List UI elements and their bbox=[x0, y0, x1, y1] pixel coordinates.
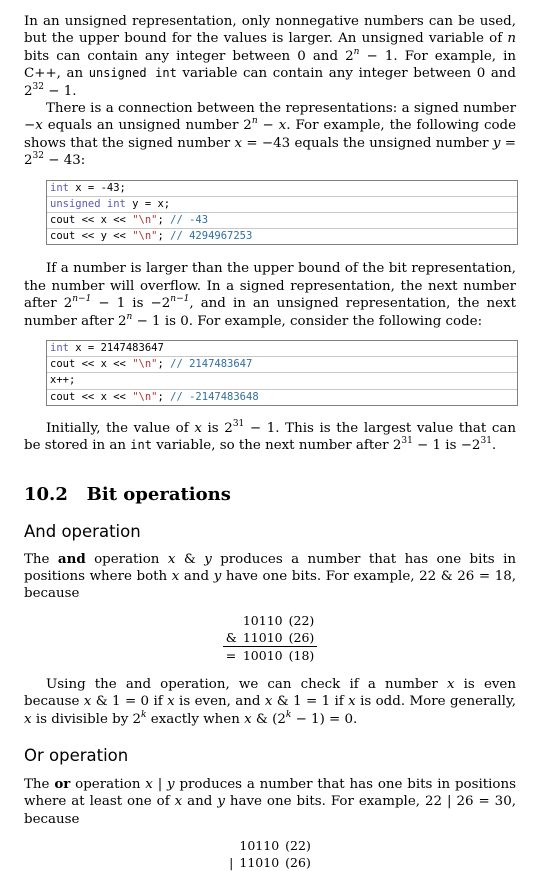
paragraph-largest-int: Initially, the value of x is $2^{31} - 1$. This is the largest value that can be stored in an int variable, so the next number after $2^{31} - 1$ is $-2^{31}$. bbox=[24, 418, 517, 454]
table-row: | 11010 (26) bbox=[229, 855, 311, 871]
code-line: x++; bbox=[47, 373, 517, 389]
subsection-heading-or: Or operation bbox=[24, 746, 129, 766]
document-page bbox=[24, 0, 516, 871]
code-block-overflow bbox=[46, 340, 518, 406]
paragraph-or-operation: The or operation x | y produces a number that has one bits in positions where at least one of x and y have one bits. For example, 22 | 26 = 30, because bbox=[24, 776, 516, 827]
code-line: unsigned int y = x; bbox=[47, 197, 517, 213]
code-line: int x = 2147483647 bbox=[47, 341, 517, 357]
table-row: & 11010 (26) bbox=[225, 629, 315, 645]
code-line: cout << x << "\n"; // -43 bbox=[47, 213, 517, 229]
code-line: cout << x << "\n"; // -2147483648 bbox=[50, 390, 259, 403]
paragraph-representation-connection: There is a connection between the representations: a signed number −x equals an unsigned number $2^n - x$. For example, the following code shows that the signed number x = −43 equals the unsigned number $y = 2^{32} - 43$: bbox=[24, 101, 517, 169]
section-heading: 10.2 Bit operations bbox=[24, 483, 231, 505]
or-example-table bbox=[226, 837, 314, 871]
code-line: int x = -43; bbox=[47, 181, 517, 197]
and-example-table bbox=[223, 612, 318, 664]
subsection-heading-and: And operation bbox=[24, 521, 141, 541]
table-row: 10110 (22) bbox=[239, 838, 311, 854]
paragraph-overflow: If a number is larger than the upper bound of the bit representation, the number will overflow. In a signed representation, the next number after $2^{n-1} - 1$ is $-2^{n-1}$, and in an unsigned representation, the next number after $2^n - 1$ is 0. For example, consider the following code: bbox=[24, 261, 516, 329]
code-line: cout << y << "\n"; // 4294967253 bbox=[50, 230, 253, 243]
paragraph-and-operation: The and operation x & y produces a number that has one bits in positions where both x and y have one bits. For example, 22 & 26 = 18, because bbox=[24, 550, 516, 602]
paragraph-unsigned-range: In an unsigned representation, only nonnegative numbers can be used, but the upper bound for the values is larger. An unsigned variable of n bits can contain any integer between 0 and $2^n - 1$. For example, in C++, an unsigned int variable can contain any integer between 0 and $2^{32} - 1$. bbox=[24, 14, 517, 99]
code-block-signed-unsigned bbox=[46, 180, 518, 246]
table-row: = 10010 (18) bbox=[223, 646, 318, 664]
code-line: cout << x << "\n"; // 2147483647 bbox=[47, 357, 517, 373]
paragraph-even-check: Using the and operation, we can check if a number x is even because x & 1 = 0 if x is even, and x & 1 = 1 if x is odd. More generally, x is divisible by 2$^k$ exactly when x & $(2^k - 1) = 0$. bbox=[24, 676, 516, 727]
table-row: 10110 (22) bbox=[242, 612, 315, 628]
